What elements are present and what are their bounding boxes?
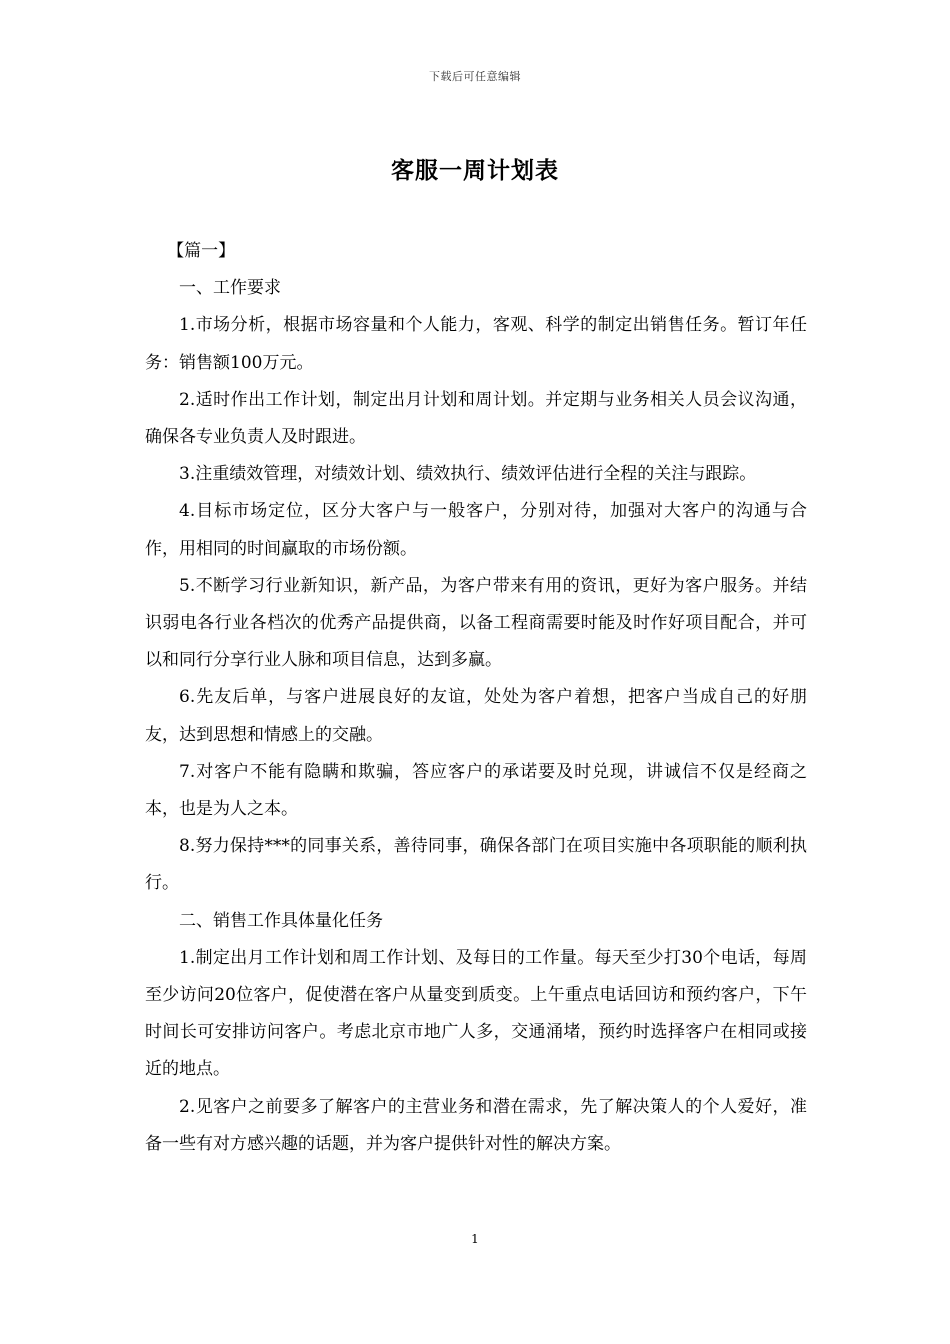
paragraph: 1.市场分析，根据市场容量和个人能力，客观、科学的制定出销售任务。暂订年任务：销售额100万元。 [145,315,807,373]
page-title: 客服一周计划表 [391,157,559,184]
paragraph: 1.制定出月工作计划和周工作计划、及每日的工作量。每天至少打30个电话，每周至少访问20位客户，促使潜在客户从量变到质变。上午重点电话回访和预约客户，下午时间长可安排访问客户。考虑北京市地广人多，交通涌堵，预约时选择客户在相同或接近的地点。 [145,947,807,1080]
paragraph: 8.努力保持***的同事关系，善待同事，确保各部门在项目实施中各项职能的顺利执行。 [145,836,807,894]
page-number: 1 [471,1232,479,1246]
section-heading: 一、工作要求 [179,278,281,299]
paragraph: 5.不断学习行业新知识，新产品，为客户带来有用的资讯，更好为客户服务。并结识弱电各行业各档次的优秀产品提供商，以备工程商需要时能及时作好项目配合，并可以和同行分享行业人脉和项目信息，达到多赢。 [145,575,807,671]
paragraph: 3.注重绩效管理，对绩效计划、绩效执行、绩效评估进行全程的关注与跟踪。 [179,464,757,485]
paragraph: 4.目标市场定位，区分大客户与一般客户，分别对待，加强对大客户的沟通与合作，用相同的时间赢取的市场份额。 [145,501,807,559]
paragraph: 6.先友后单，与客户进展良好的友谊，处处为客户着想，把客户当成自己的好朋友，达到思想和情感上的交融。 [145,687,807,745]
paragraph: 2.见客户之前要多了解客户的主营业务和潜在需求，先了解决策人的个人爱好，准备一些有对方感兴趣的话题，并为客户提供针对性的解决方案。 [145,1096,807,1154]
document-body [145,233,807,1163]
paragraph: 2.适时作出工作计划，制定出月计划和周计划。并定期与业务相关人员会议沟通，确保各专业负责人及时跟进。 [145,389,807,448]
section-heading: 二、销售工作具体量化任务 [179,910,383,931]
section-label: 【篇一】 [167,241,236,261]
paragraph: 7.对客户不能有隐瞒和欺骗，答应客户的承诺要及时兑现，讲诚信不仅是经商之本，也是为人之本。 [145,761,807,820]
header-note: 下载后可任意编辑 [429,70,521,83]
